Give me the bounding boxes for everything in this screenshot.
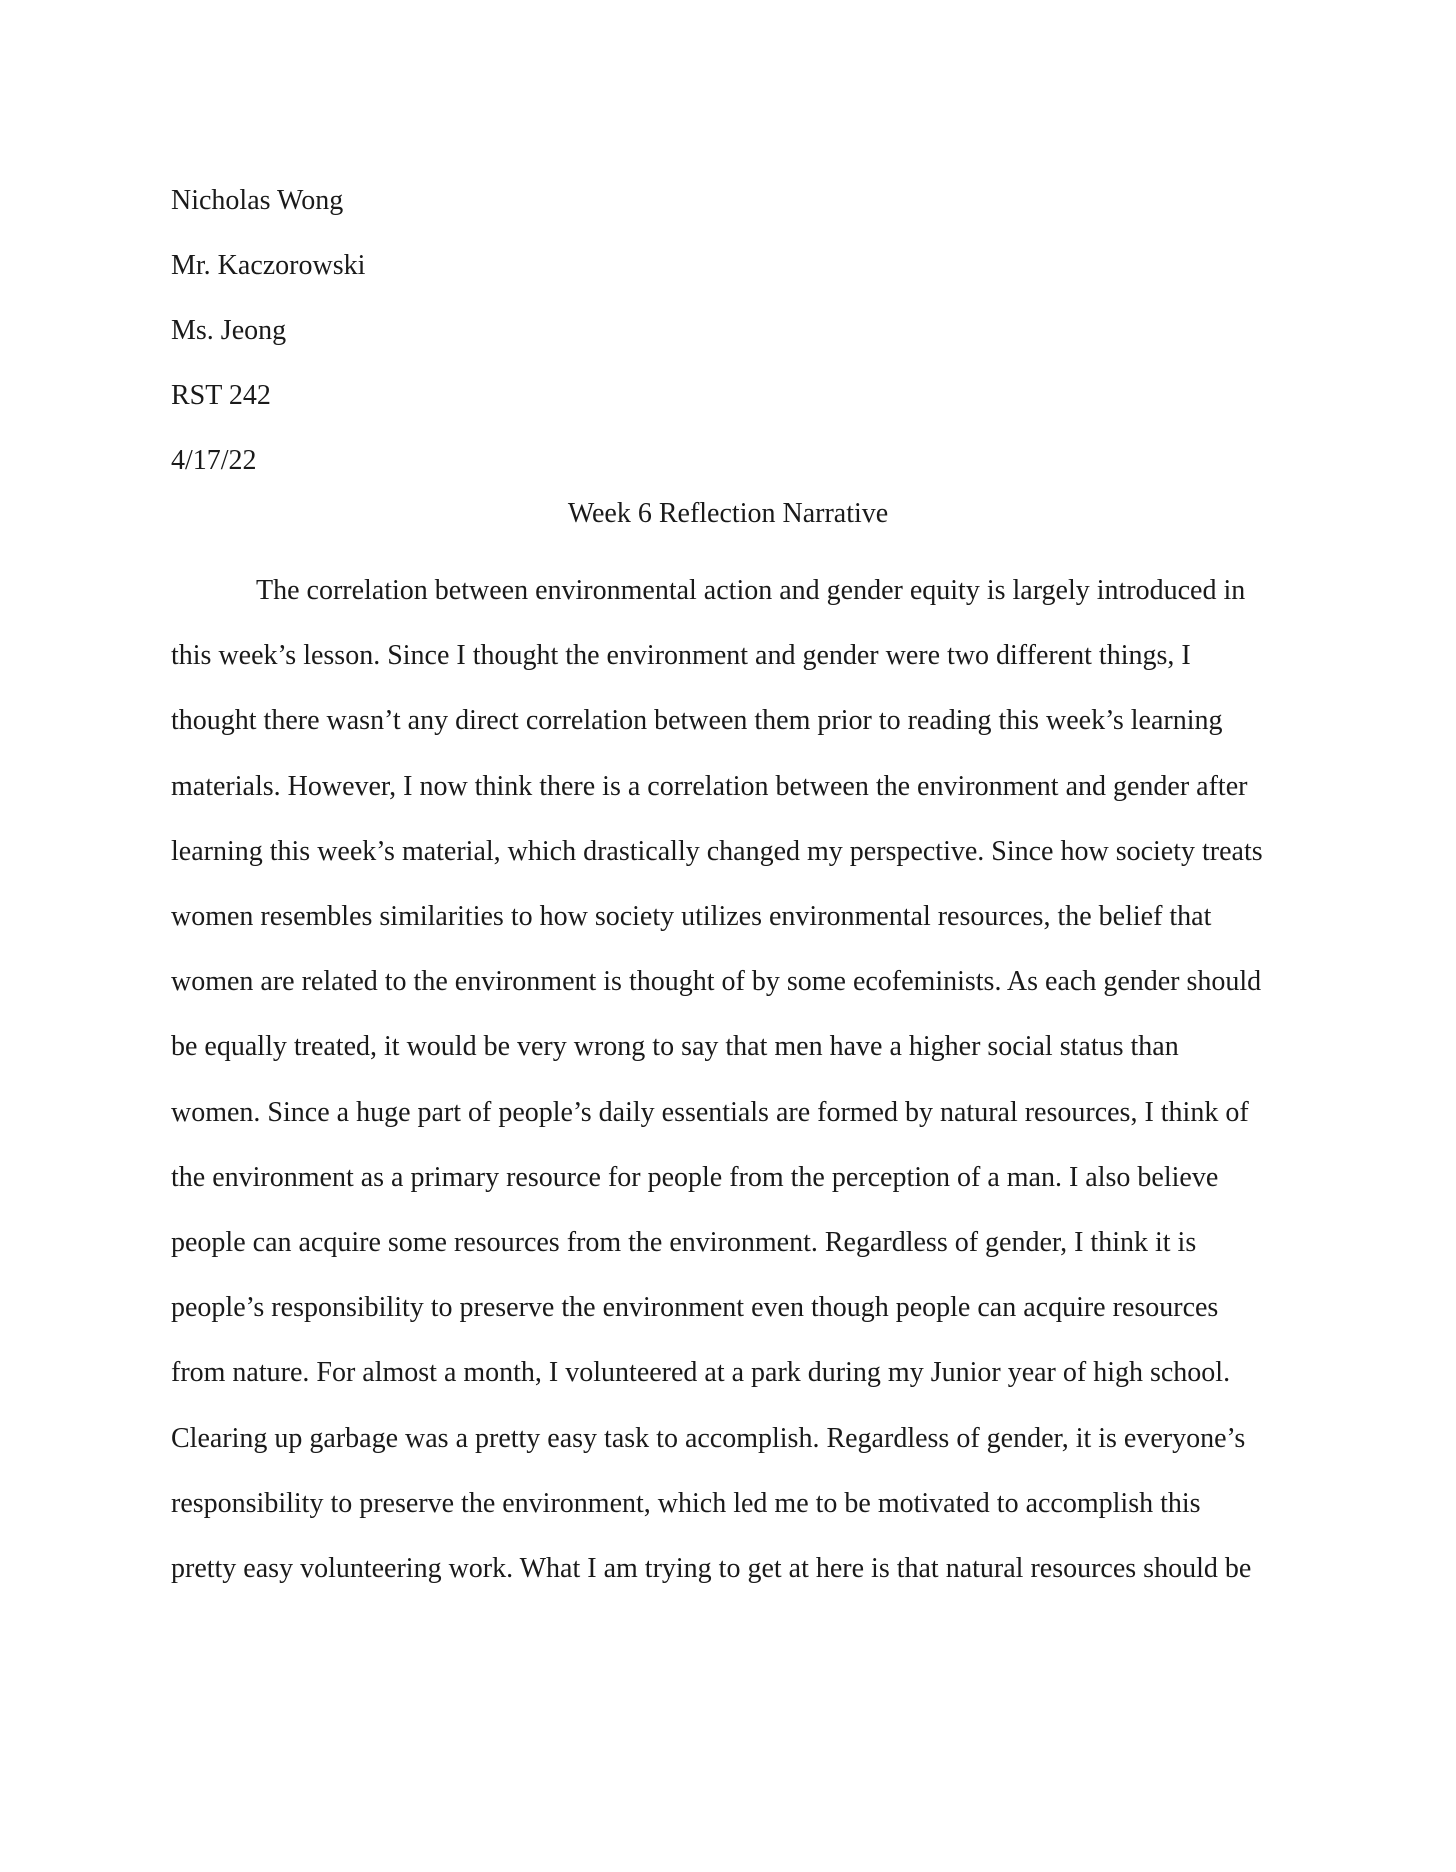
body-line: women. Since a huge part of people’s daily essentials are formed by natural resources, I think of: [171, 1096, 1249, 1128]
instructor-name-secondary: Ms. Jeong: [171, 315, 287, 346]
document-header: [171, 168, 365, 493]
body-line: learning this week’s material, which drastically changed my perspective. Since how society treats: [171, 835, 1263, 867]
body-line: responsibility to preserve the environment, which led me to be motivated to accomplish this: [171, 1487, 1201, 1519]
body-line: this week’s lesson. Since I thought the environment and gender were two different things, I: [171, 640, 1191, 672]
student-name: Nicholas Wong: [171, 185, 344, 216]
body-line: women resembles similarities to how society utilizes environmental resources, the belief that: [171, 901, 1212, 933]
course-code: RST 242: [171, 380, 271, 411]
body-line: be equally treated, it would be very wrong to say that men have a higher social status than: [171, 1031, 1179, 1063]
instructor-name: Mr. Kaczorowski: [171, 250, 366, 281]
body-line: pretty easy volunteering work. What I am trying to get at here is that natural resources should be: [171, 1553, 1252, 1585]
body-line: the environment as a primary resource for people from the perception of a man. I also believe: [171, 1161, 1219, 1193]
body-line: women are related to the environment is thought of by some ecofeminists. As each gender should: [171, 966, 1262, 998]
body-line: from nature. For almost a month, I volunteered at a park during my Junior year of high school.: [171, 1357, 1231, 1389]
body-line: people’s responsibility to preserve the environment even though people can acquire resources: [171, 1292, 1219, 1324]
body-line: people can acquire some resources from the environment. Regardless of gender, I think it is: [171, 1227, 1197, 1259]
document-date: 4/17/22: [171, 445, 257, 476]
body-line: materials. However, I now think there is a correlation between the environment and gender after: [171, 770, 1248, 802]
body-line: Clearing up garbage was a pretty easy task to accomplish. Regardless of gender, it is everyone’s: [171, 1422, 1246, 1454]
body-line: thought there wasn’t any direct correlation between them prior to reading this week’s learning: [171, 705, 1223, 737]
document-title: Week 6 Reflection Narrative: [567, 498, 889, 529]
body-line: The correlation between environmental action and gender equity is largely introduced in: [256, 575, 1246, 606]
body-paragraph: [171, 558, 1291, 1601]
